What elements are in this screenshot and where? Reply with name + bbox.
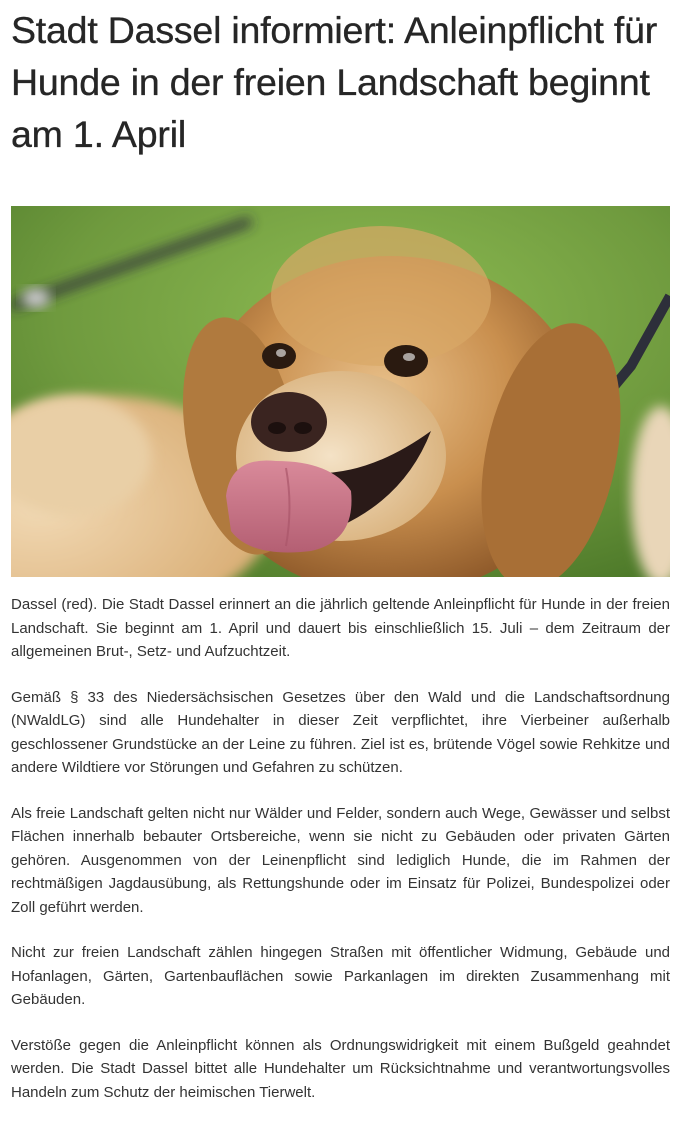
hero-image — [11, 206, 670, 577]
article-headline: Stadt Dassel informiert: Anleinpflicht für Hunde in der freien Landschaft beginnt am 1. April — [11, 9, 658, 155]
article-paragraph: Als freie Landschaft gelten nicht nur Wälder und Felder, sondern auch Wege, Gewässer und selbst Flächen innerhalb bebauter Ortsbereiche, wenn sie nicht zu Gebäuden oder privaten Gärten gehören. Ausgenommen von der Leinenpflicht sind lediglich Hunde, die im Rahmen der rechtmäßigen Jagdausübung, als Rettungshunde oder im Einsatz für Polizei, Bundespolizei oder Zoll geführt werden. — [11, 804, 670, 916]
article-paragraph: Gemäß § 33 des Niedersächsischen Gesetzes über den Wald und die Landschaftsordnung (NWaldLG) sind alle Hundehalter in dieser Zeit verpflichtet, ihre Vierbeiner außerhalb geschlossener Grundstücke an der Leine zu führen. Ziel ist es, brütende Vögel sowie Rehkitze und andere Wildtiere vor Störungen und Gefahren zu schützen. — [11, 688, 670, 776]
golden-retriever-photo — [11, 206, 670, 577]
article-paragraph: Dassel (red). Die Stadt Dassel erinnert an die jährlich geltende Anleinpflicht für Hunde in der freien Landschaft. Sie beginnt am 1. April und dauert bis einschließlich 15. Juli – dem Zeitraum der allgemeinen Brut-, Setz- und Aufzuchtzeit. — [11, 596, 670, 660]
article-body — [11, 593, 670, 1126]
article-paragraph: Verstöße gegen die Anleinpflicht können als Ordnungswidrigkeit mit einem Bußgeld geahndet werden. Die Stadt Dassel bittet alle Hundehalter um Rücksichtnahme und verantwortungsvolles Handeln zum Schutz der heimischen Tierwelt. — [11, 1036, 670, 1101]
article-paragraph: Nicht zur freien Landschaft zählen hingegen Straßen mit öffentlicher Widmung, Gebäude und Hofanlagen, Gärten, Gartenbauflächen sowie Parkanlagen im direkten Zusammenhang mit Gebäuden. — [11, 944, 670, 1008]
